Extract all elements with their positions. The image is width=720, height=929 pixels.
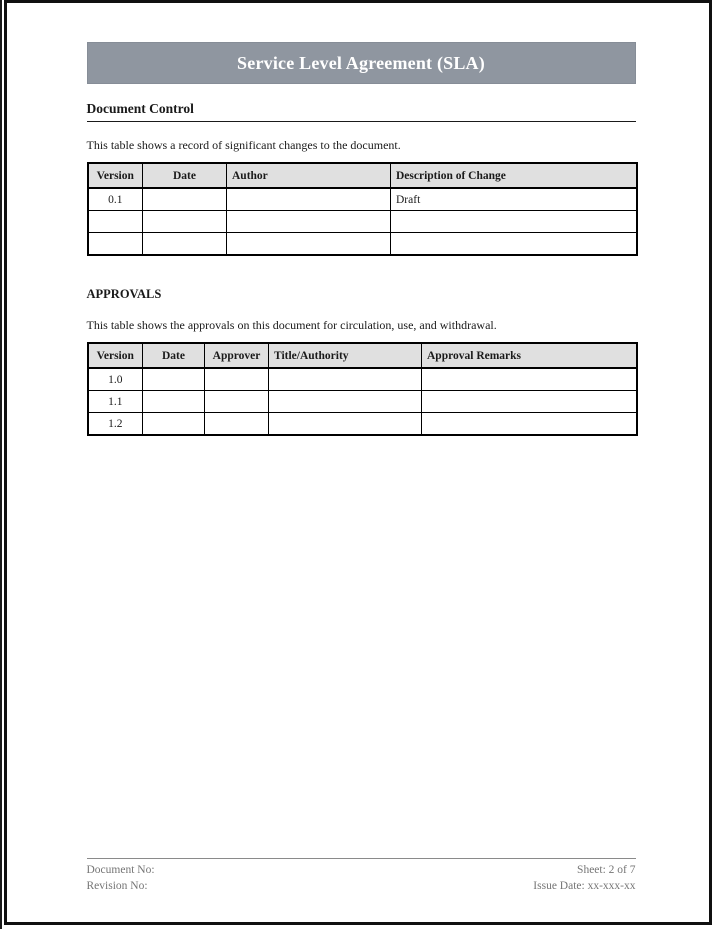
table-cell [269, 413, 422, 436]
table-cell [227, 211, 391, 233]
column-header: Author [227, 163, 391, 188]
approvals-table-body [88, 368, 637, 435]
column-header: Approver [205, 343, 269, 368]
document-no-label: Document No: [86, 864, 155, 876]
approvals-table [87, 342, 638, 436]
table-header-row [88, 343, 637, 368]
page-content [87, 42, 636, 436]
table-cell [391, 211, 637, 233]
approvals-table-head [88, 343, 637, 368]
document-control-table-head [88, 163, 637, 188]
table-cell: 1.2 [88, 413, 143, 436]
table-cell: 1.1 [88, 391, 143, 413]
table-cell [88, 233, 143, 256]
table-cell [422, 391, 637, 413]
page-footer [87, 858, 636, 894]
column-header: Version [88, 163, 143, 188]
table-cell [205, 368, 269, 391]
table-cell: Draft [391, 188, 637, 211]
issue-date-label: Issue Date: xx-xxx-xx [533, 880, 636, 892]
revision-no-label: Revision No: [86, 880, 148, 892]
document-control-table [87, 162, 638, 256]
table-cell: 1.0 [88, 368, 143, 391]
table-cell [205, 413, 269, 436]
table-row [88, 211, 637, 233]
table-cell [143, 413, 205, 436]
document-control-heading: Document Control [87, 101, 636, 122]
table-cell [422, 413, 637, 436]
table-row [88, 368, 637, 391]
document-control-table-body [88, 188, 637, 255]
table-header-row [88, 163, 637, 188]
footer-left [87, 862, 155, 894]
table-cell [205, 391, 269, 413]
table-row [88, 391, 637, 413]
table-cell [143, 233, 227, 256]
table-row [88, 233, 637, 256]
table-cell [391, 233, 637, 256]
table-cell [269, 391, 422, 413]
page-frame [4, 0, 713, 925]
document-control-description: This table shows a record of significant changes to the document. [86, 138, 401, 152]
column-header: Description of Change [391, 163, 637, 188]
approvals-description: This table shows the approvals on this document for circulation, use, and withdrawal. [86, 318, 497, 332]
table-cell [269, 368, 422, 391]
column-header: Version [88, 343, 143, 368]
table-cell: 0.1 [88, 188, 143, 211]
table-cell [143, 391, 205, 413]
column-header: Title/Authority [269, 343, 422, 368]
table-cell [143, 188, 227, 211]
table-cell [88, 211, 143, 233]
table-row [88, 413, 637, 436]
table-cell [422, 368, 637, 391]
column-header: Date [143, 343, 205, 368]
approvals-heading: APPROVALS [86, 287, 162, 301]
table-row [88, 188, 637, 211]
page-edge-line [0, 0, 2, 929]
table-cell [143, 368, 205, 391]
table-cell [227, 188, 391, 211]
table-cell [227, 233, 391, 256]
sheet-label: Sheet: 2 of 7 [577, 864, 636, 876]
document-title-banner: Service Level Agreement (SLA) [87, 42, 636, 84]
column-header: Date [143, 163, 227, 188]
table-cell [143, 211, 227, 233]
column-header: Approval Remarks [422, 343, 637, 368]
footer-right [533, 862, 635, 894]
